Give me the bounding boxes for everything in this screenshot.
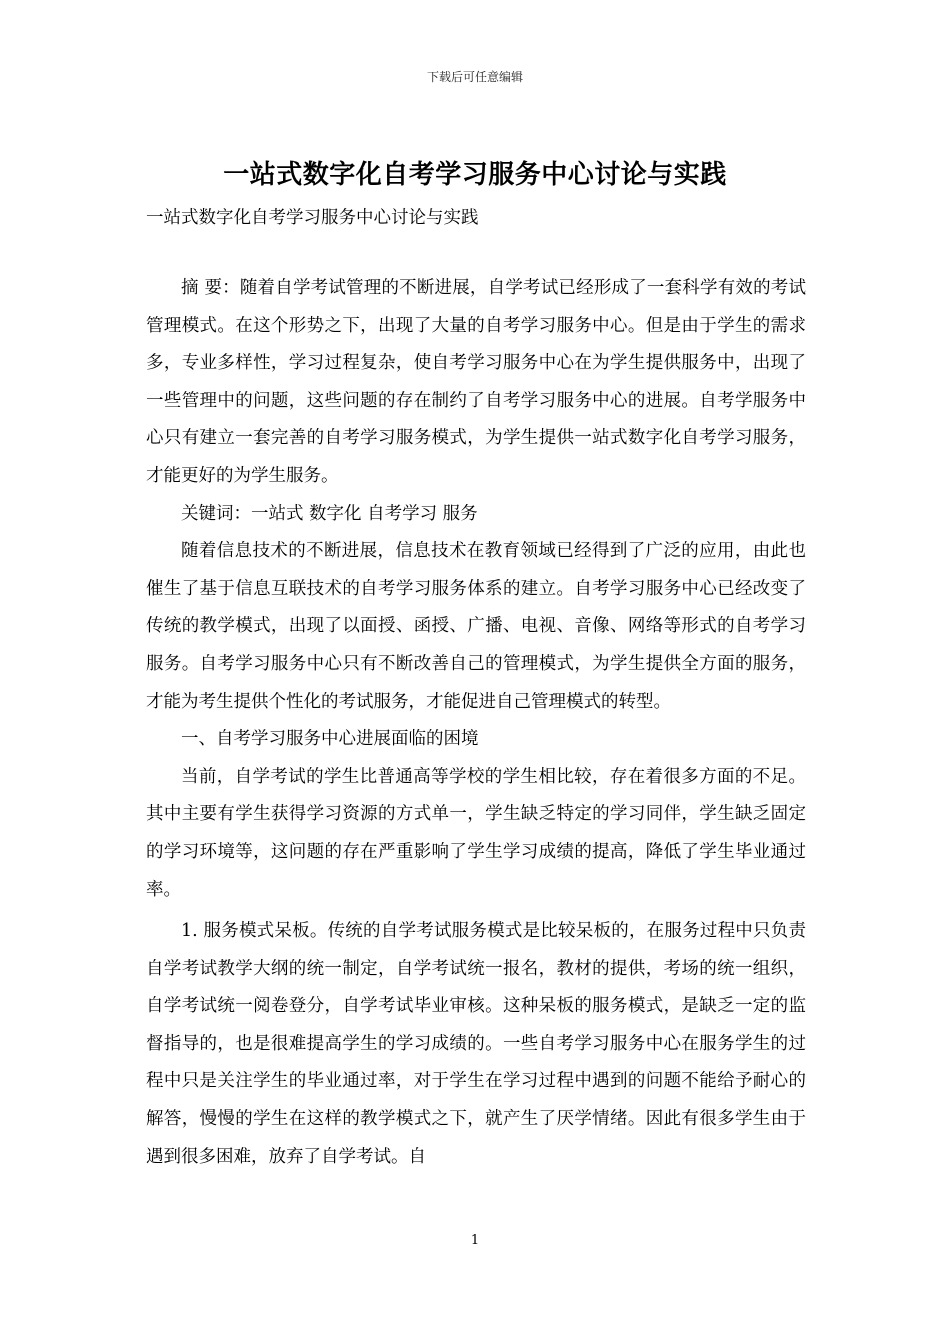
abstract-paragraph: 摘 要：随着自学考试管理的不断进展，自学考试已经形成了一套科学有效的考试管理模式。在这个形势之下，出现了大量的自考学习服务中心。但是由于学生的需求多，专业多样性，学习过程复杂，使自考学习服务中心在为学生提供服务中，出现了一些管理中的问题，这些问题的存在制约了自考学习服务中心的进展。自考学服务中心只有建立一套完善的自考学习服务模式，为学生提供一站式数字化自考学习服务，才能更好的为学生服务。 <box>146 278 806 486</box>
header-note: 下载后可任意编辑 <box>426 70 523 84</box>
body-paragraph: 1. 服务模式呆板。传统的自学考试服务模式是比较呆板的，在服务过程中只负责自学考试教学大纲的统一制定，自学考试统一报名，教材的提供，考场的统一组织，自学考试统一阅卷登分，自学考试毕业审核。这种呆板的服务模式，是缺乏一定的监督指导的，也是很难提高学生的学习成绩的。一些自考学习服务中心在服务学生的过程中只是关注学生的毕业通过率，对于学生在学习过程中遇到的问题不能给予耐心的解答，慢慢的学生在这样的教学模式之下，就产生了厌学情绪。因此有很多学生由于遇到很多困难，放弃了自学考试。自 <box>146 921 806 1167</box>
document-body <box>146 270 806 1176</box>
document-subtitle: 一站式数字化自考学习服务中心讨论与实践 <box>146 208 479 228</box>
document-title: 一站式数字化自考学习服务中心讨论与实践 <box>223 160 727 190</box>
body-paragraph: 当前，自学考试的学生比普通高等学校的学生相比较，存在着很多方面的不足。其中主要有学生获得学习资源的方式单一，学生缺乏特定的学习同伴，学生缺乏固定的学习环境等，这问题的存在严重影响了学生学习成绩的提高，降低了学生毕业通过率。 <box>146 766 806 900</box>
intro-paragraph: 随着信息技术的不断进展，信息技术在教育领域已经得到了广泛的应用，由此也催生了基于信息互联技术的自考学习服务体系的建立。自考学习服务中心已经改变了传统的教学模式，出现了以面授、函授、广播、电视、音像、网络等形式的自考学习服务。自考学习服务中心只有不断改善自己的管理模式，为学生提供全方面的服务，才能为考生提供个性化的考试服务，才能促进自己管理模式的转型。 <box>146 541 806 712</box>
page-number: 1 <box>470 1233 480 1248</box>
keywords-paragraph: 关键词：一站式 数字化 自考学习 服务 <box>181 503 478 524</box>
section-heading: 一、自考学习服务中心进展面临的困境 <box>181 729 479 750</box>
